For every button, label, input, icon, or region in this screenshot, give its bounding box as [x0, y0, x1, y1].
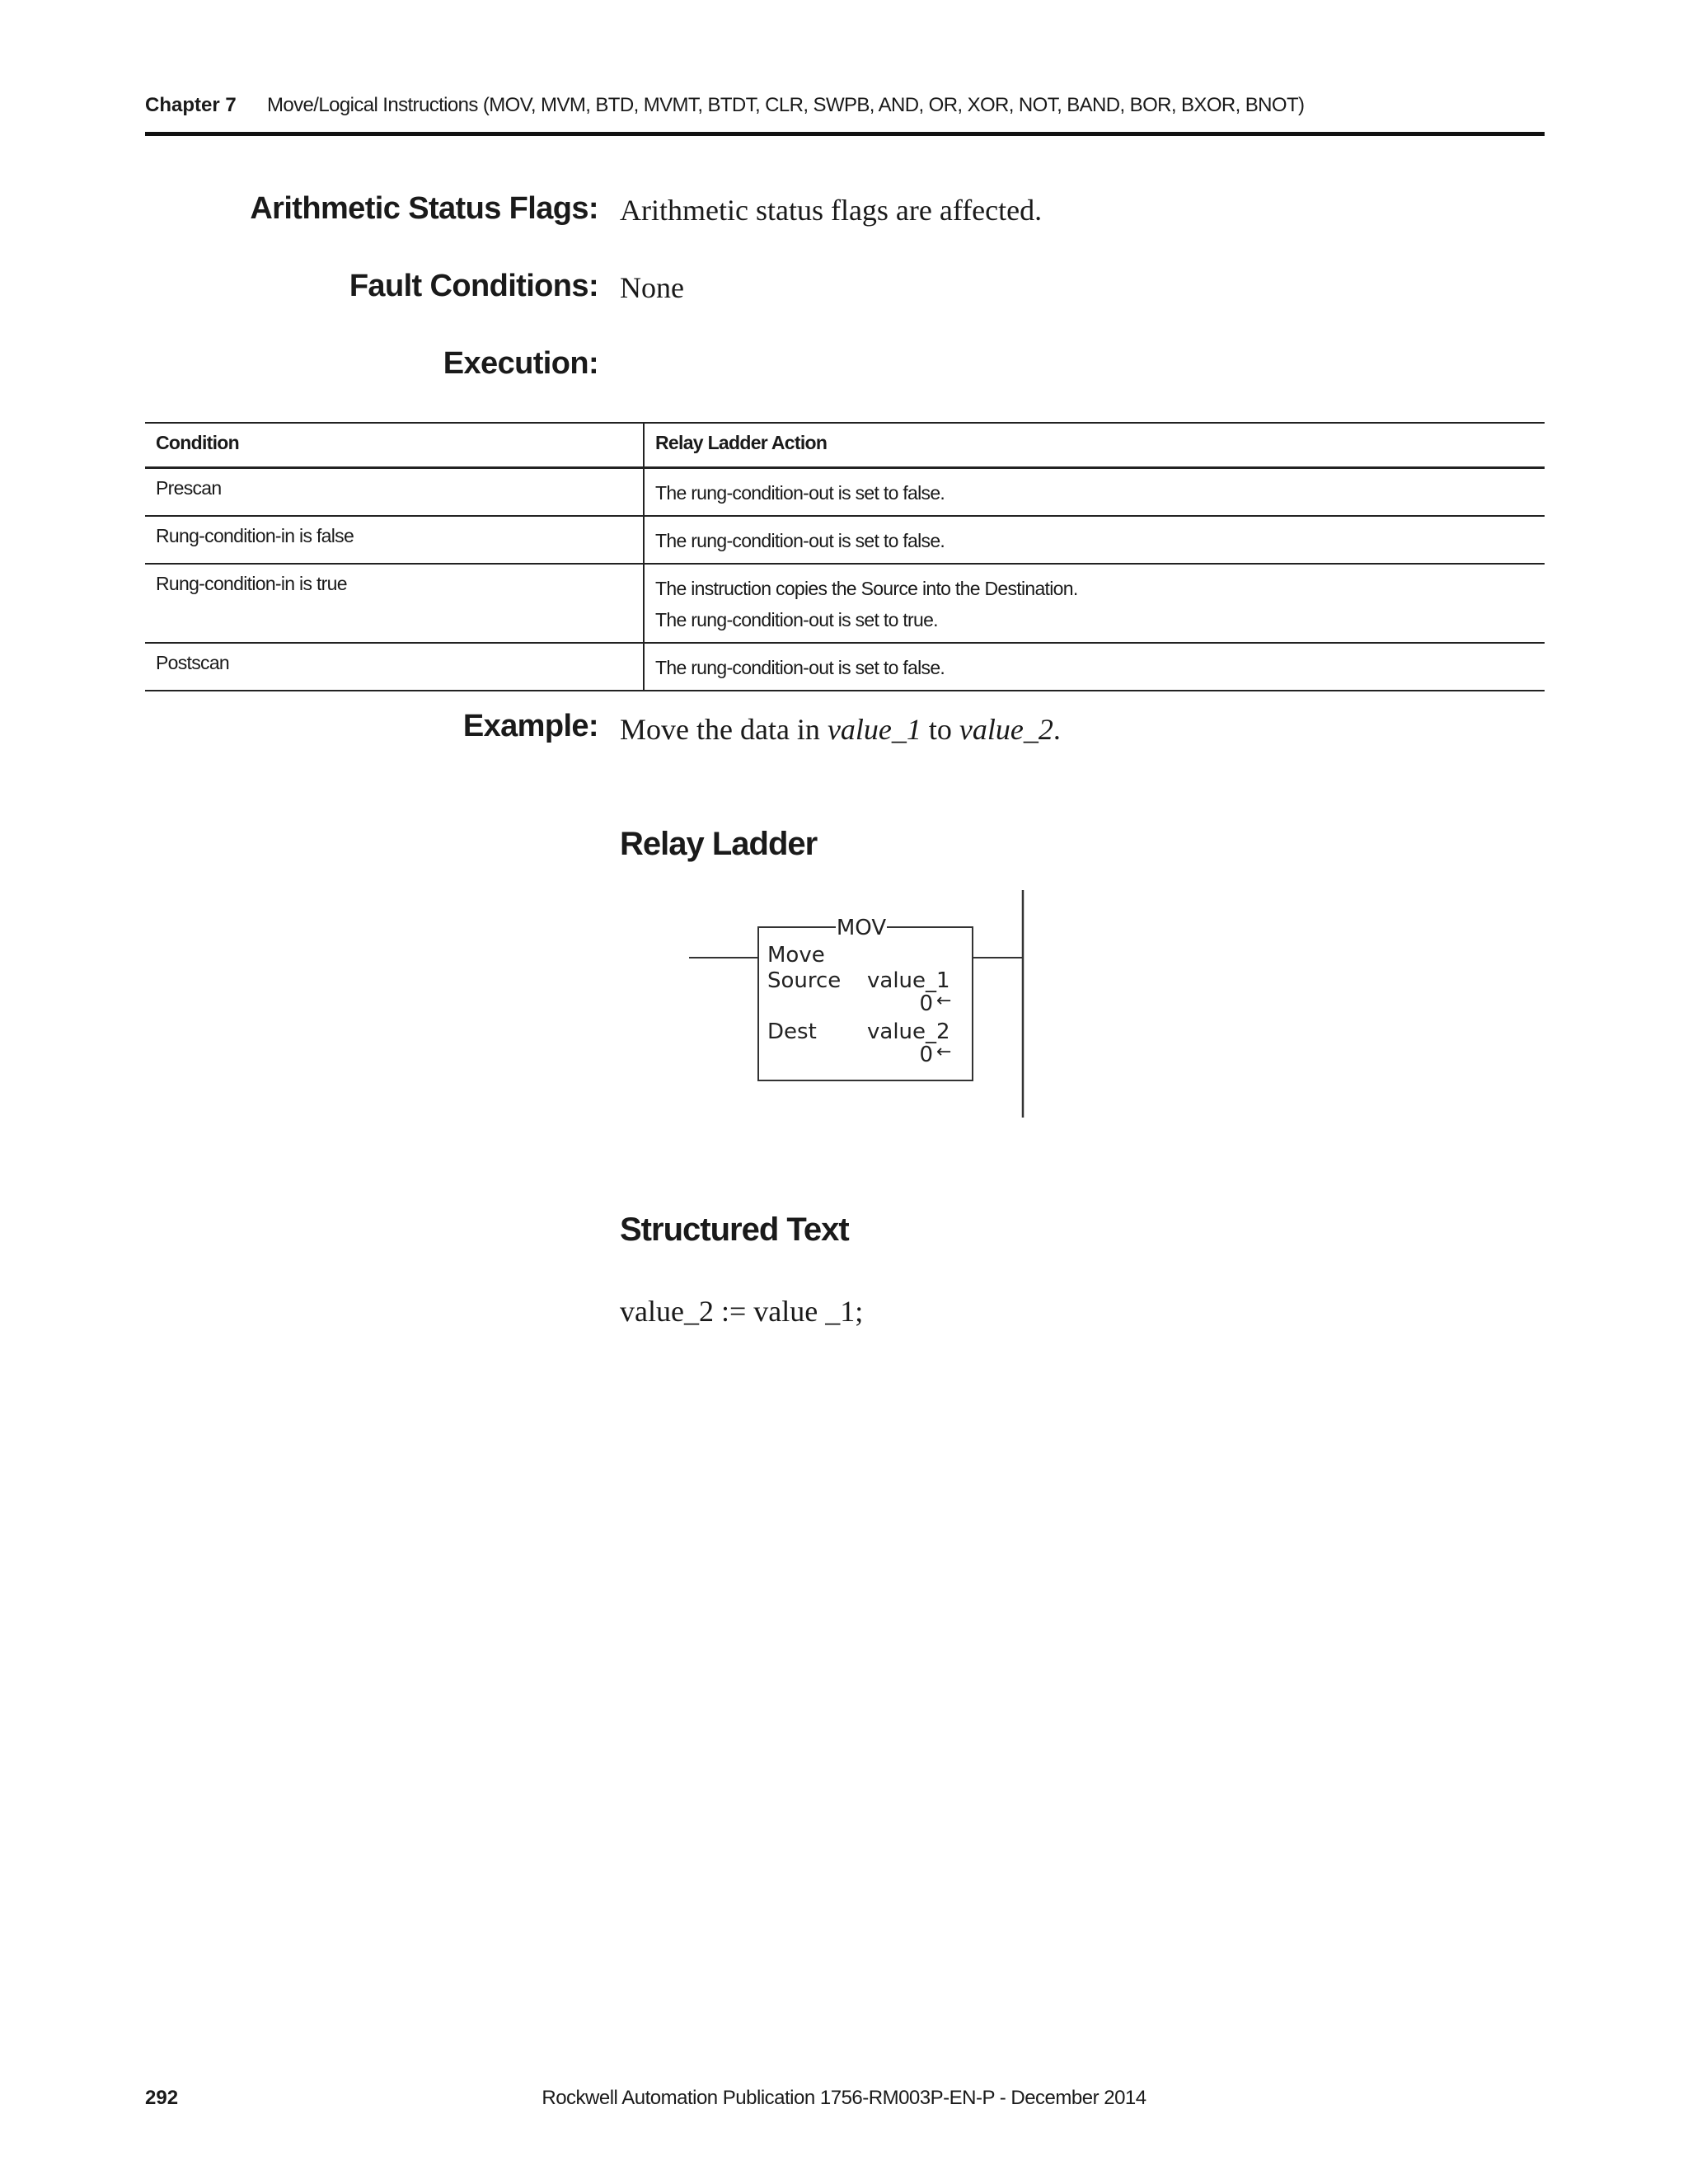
example-var1: value_1 — [827, 713, 921, 746]
dest-label: Dest — [767, 1019, 817, 1044]
chapter-label: Chapter 7 — [145, 94, 237, 116]
mov-ladder-diagram — [689, 890, 1043, 1121]
column-header-condition: Condition — [145, 423, 644, 468]
arithmetic-flags-value: Arithmetic status flags are affected. — [620, 194, 1043, 227]
relay-ladder-heading: Relay Ladder — [620, 826, 818, 862]
action-line: The rung-condition-out is set to true. — [655, 609, 938, 630]
condition-cell: Rung-condition-in is false — [145, 516, 644, 564]
page-header — [145, 91, 1545, 135]
condition-cell: Prescan — [145, 468, 644, 517]
table-row — [145, 643, 1545, 691]
table-row — [145, 516, 1545, 564]
source-tag: value_1 — [867, 968, 950, 993]
action-line: The rung-condition-out is set to false. — [655, 657, 945, 678]
table-header-row — [145, 423, 1545, 468]
page-number: 292 — [145, 2087, 179, 2109]
arithmetic-flags-label: Arithmetic Status Flags: — [250, 191, 598, 226]
example-middle: to — [921, 713, 959, 746]
example-suffix: . — [1053, 713, 1061, 746]
execution-table — [145, 422, 1545, 691]
condition-cell: Rung-condition-in is true — [145, 564, 644, 643]
example-label: Example: — [462, 709, 598, 743]
structured-text-code: value_2 := value _1; — [620, 1295, 864, 1328]
source-arrow-icon: ← — [936, 991, 952, 1011]
table-row — [145, 468, 1545, 517]
action-cell — [644, 564, 1545, 643]
example-prefix: Move the data in — [620, 713, 828, 746]
source-value: 0 — [919, 991, 933, 1016]
action-cell — [644, 468, 1545, 517]
block-description: Move — [767, 943, 825, 968]
action-line: The rung-condition-out is set to false. — [655, 530, 945, 551]
example-text — [620, 712, 1061, 747]
table-row — [145, 564, 1545, 643]
action-line: The instruction copies the Source into the Destination. — [655, 578, 1078, 599]
example-var2: value_2 — [959, 713, 1053, 746]
chapter-title: Move/Logical Instructions (MOV, MVM, BTD, MVMT, BTDT, CLR, SWPB, AND, OR, XOR, NOT, BAND, BOR, BXOR, BNOT) — [267, 94, 1305, 116]
publication-info: Rockwell Automation Publication 1756-RM003P-EN-P - December 2014 — [542, 2087, 1146, 2109]
header-rule — [145, 132, 1545, 136]
structured-text-heading: Structured Text — [620, 1212, 849, 1248]
execution-label: Execution: — [443, 346, 598, 381]
condition-cell: Postscan — [145, 643, 644, 691]
action-cell — [644, 516, 1545, 564]
block-name: MOV — [836, 916, 887, 940]
fault-conditions-value: None — [620, 271, 684, 304]
action-line: The rung-condition-out is set to false. — [655, 482, 945, 504]
source-label: Source — [767, 968, 842, 993]
dest-arrow-icon: ← — [936, 1042, 952, 1062]
action-cell — [644, 643, 1545, 691]
fault-conditions-label: Fault Conditions: — [349, 269, 598, 303]
column-header-action: Relay Ladder Action — [644, 423, 1545, 468]
dest-value: 0 — [919, 1043, 933, 1067]
dest-tag: value_2 — [867, 1019, 950, 1044]
